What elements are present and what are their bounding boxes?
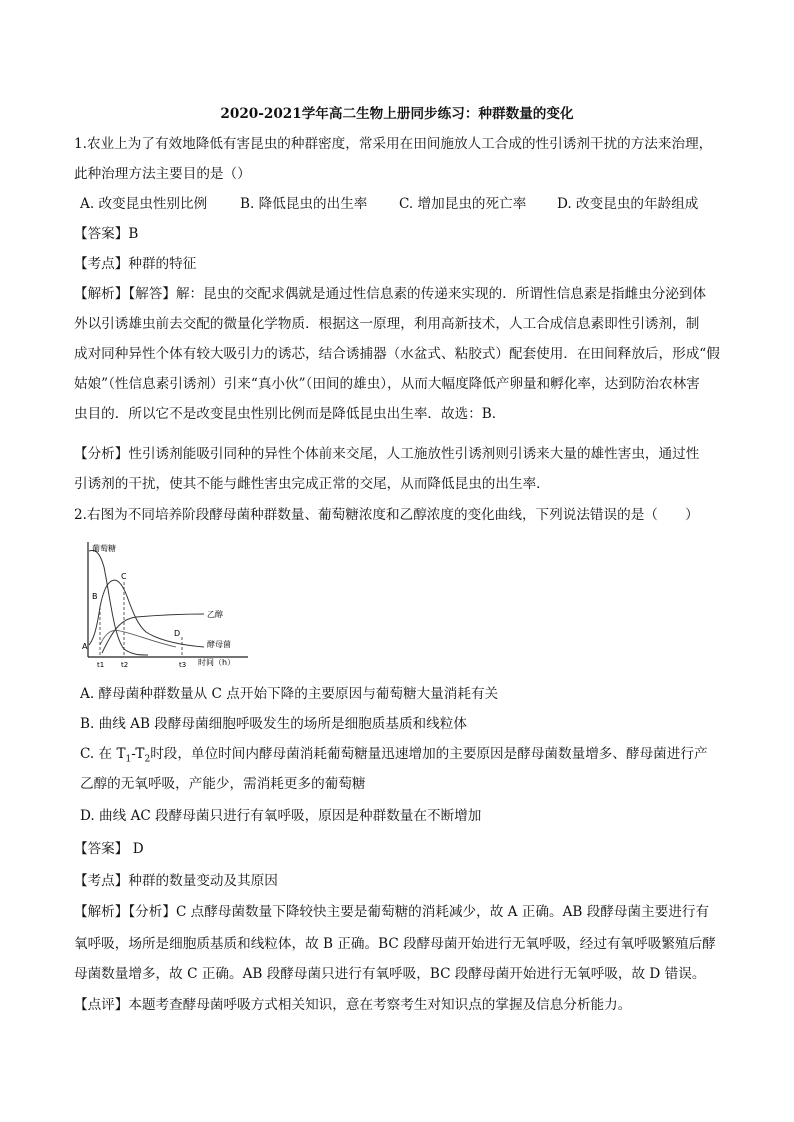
q1-stem-line-1: 1.农业上为了有效地降低有害昆虫的种群密度，常采用在田间施放人工合成的性引诱剂干扰的方法来治理， [74,136,713,152]
q2-option-c-line-2: 乙醇的无氧呼吸，产能少，需消耗更多的葡萄糖 [80,776,366,792]
yeast-curve-figure [80,537,250,669]
point-a-label: A [82,642,88,651]
q1-fenxi-line-2: 引诱剂的干扰，使其不能与雌性害虫完成正常的交尾，从而降低昆虫的出生率． [74,476,550,492]
q1-option-b: B. 降低昆虫的出生率 [240,196,368,212]
q1-kaodian: 【考点】种群的特征 [74,256,197,272]
q1-option-d: D. 改变昆虫的年龄组成 [557,196,699,212]
q1-jiexi-line-3: 成对同种异性个体有较大吸引力的诱芯，结合诱捕器（水盆式、粘胶式）配套使用．在田间释放后，形成“假 [74,346,720,362]
yeast-label: 酵母菌 [207,640,231,649]
q1-jiexi-line-1: 【解析】【解答】解：昆虫的交配求偶就是通过性信息素的传递来实现的．所谓性信息素是指雌虫分泌到体 [74,286,707,302]
q2-stem: 2.右图为不同培养阶段酵母菌种群数量、葡萄糖浓度和乙醇浓度的变化曲线，下列说法错误的是（ ） [74,507,699,523]
q2-jiexi-line-1: 【解析】【分析】C 点酵母菌数量下降较快主要是葡萄糖的消耗减少，故 A 正确。AB 段酵母菌主要进行有 [74,904,710,920]
q1-options [80,193,698,215]
q2-answer: 【答案】 D [74,841,144,857]
glucose-curve [89,551,148,655]
q2-option-d: D. 曲线 AC 段酵母菌只进行有氧呼吸，原因是种群数量在不断增加 [80,808,482,824]
point-d-label: D [174,629,181,638]
q1-stem-line-2: 此种治理方法主要目的是（） [74,166,251,182]
t1-tick-label: t1 [97,661,105,669]
t3-tick-label: t3 [179,661,187,669]
q1-jiexi-line-2: 外以引诱雄虫前去交配的微量化学物质．根据这一原理，利用高新技术，人工合成信息素即性引诱剂，制 [74,316,700,332]
ethanol-label: 乙醇 [207,610,223,619]
q2-option-c-line-1: C. 在 $T_1-T_2$时段，单位时间内酵母菌消耗葡萄糖量迅速增加的主要原因是酵母菌数量增多、酵母菌进行产 [80,746,708,765]
q2-jiexi-line-2: 氧呼吸，场所是细胞质基质和线粒体，故 B 正确。BC 段酵母菌开始进行无氧呼吸，经过有氧呼吸繁殖后酵 [74,936,716,952]
q1-jiexi-line-5: 虫目的．所以它不是改变昆虫性别比例而是降低昆虫出生率．故选：B． [74,406,506,422]
q2-jiexi-line-3: 母菌数量增多，故 C 正确。AB 段酵母菌只进行有氧呼吸，BC 段酵母菌开始进行无氧呼吸，故 D 错误。 [74,966,706,982]
point-b-label: B [92,592,98,601]
secondary-curve [100,630,176,647]
q1-option-c: C. 增加昆虫的死亡率 [399,196,527,212]
t2-tick-label: t2 [121,661,129,669]
q1-fenxi-line-1: 【分析】性引诱剂能吸引同种的异性个体前来交尾，人工施放性引诱剂则引诱来大量的雄性害虫，通过性 [74,446,700,462]
q2-option-b: B. 曲线 AB 段酵母菌细胞呼吸发生的场所是细胞质基质和线粒体 [80,716,467,732]
q2-kaodian: 【考点】种群的数量变动及其原因 [74,873,278,889]
yeast-curve [89,580,204,647]
q1-answer: 【答案】B [74,226,139,242]
q2-option-a: A. 酵母菌种群数量从 C 点开始下降的主要原因与葡萄糖大量消耗有关 [80,686,499,702]
q1-jiexi-line-4: 姑娘”（性信息素引诱剂）引来“真小伙”（田间的雄虫），从而大幅度降低产卵量和孵化率，达到防治农林害 [74,376,700,392]
point-c-label: C [121,572,127,581]
q2-dianping: 【点评】本题考查酵母菌呼吸方式相关知识，意在考察考生对知识点的掌握及信息分析能力。 [74,997,632,1013]
q1-option-a: A. 改变昆虫性别比例 [80,196,208,212]
glucose-label: 葡萄糖 [92,544,116,553]
time-axis-label: 时间（h） [198,658,236,667]
page-title: 2020-2021学年高二生物上册同步练习：种群数量的变化 [220,106,574,122]
